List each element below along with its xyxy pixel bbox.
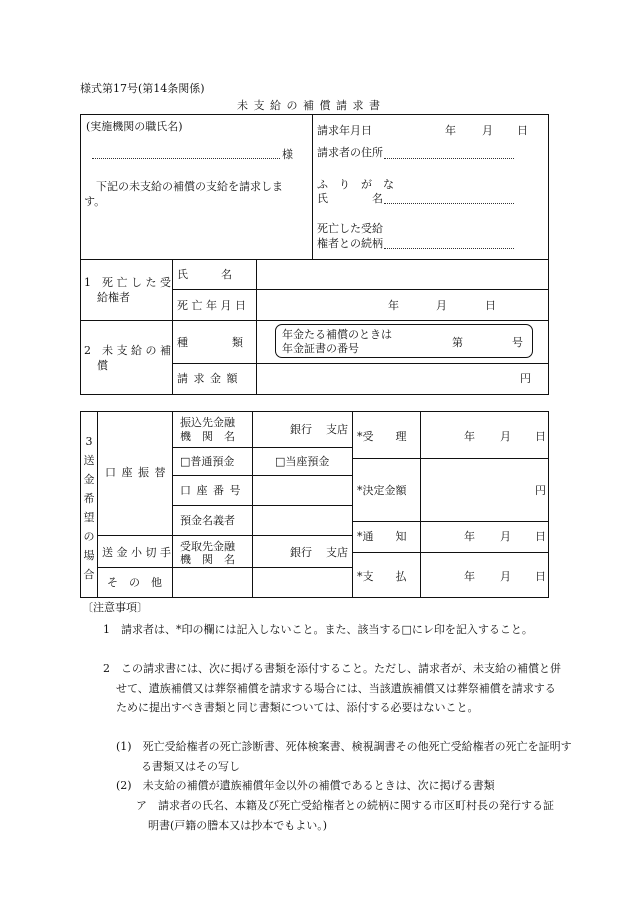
claim-month: 月 [482,124,493,137]
request-text-cont: す。 [84,195,106,208]
note-item-1: 1 請求者は、*印の欄には記入しないこと。また、該当する□にレ印を記入すること。 [103,623,533,636]
notice-year: 年 [464,530,475,543]
notice-label: *通 知 [357,530,407,543]
agency-label: (実施機関の職氏名) [86,120,183,133]
notes-heading: 〔注意事項〕 [82,601,148,614]
section1-label: 1 死 亡 し た 受 [84,276,171,289]
other-label: そ の 他 [107,576,162,589]
form-number: 様式第17号(第14条関係) [80,82,205,95]
claimant-address-label: 請求者の住所 [317,146,383,159]
note-item-2-2-a: ア 請求者の氏名、本籍及び死亡受給権者との続柄に関する市区町村長の発行する証明書(戸籍の謄本又は抄本でもよい。) [136,799,554,832]
current-deposit-checkbox[interactable]: □当座預金 [275,455,330,468]
deceased-name-label: 氏 名 [177,268,232,281]
receipt-month: 月 [500,430,511,443]
check-label: 送 金 小 切 手 [102,546,171,559]
amount-label: 請 求 金 額 [177,372,239,385]
receive-bank-label: 受取先金融 [180,540,235,553]
agency-name-field[interactable] [92,158,280,159]
section3-label: 3 送 金 希 望 の 場 合 [83,435,95,581]
death-year: 年 [388,299,399,312]
receive-branch-suffix: 支店 [326,546,348,559]
notice-day: 日 [535,530,546,543]
receipt-year: 年 [464,430,475,443]
section2-label-cont: 償 [97,359,108,372]
ordinary-deposit-checkbox[interactable]: □普通預金 [180,455,235,468]
relation-label: 死亡した受給 [317,222,383,235]
receive-bank-label-cont: 機 関 名 [180,553,235,566]
claim-date-label: 請求年月日 [317,124,372,137]
pension-note: 年金たる補償のときは [282,328,392,341]
bank-label: 振込先金融 [180,416,235,429]
transfer-label: 口 座 振 替 [105,466,167,479]
relation-label-cont: 権者との続柄 [317,237,383,250]
request-text: 下記の未支給の補償の支給を請求しま [96,180,283,193]
relation-field[interactable] [384,248,514,249]
claim-year: 年 [445,124,456,137]
death-month: 月 [436,299,447,312]
decision-yen: 円 [535,484,546,497]
notice-month: 月 [500,530,511,543]
claim-day: 日 [517,124,528,137]
pension-dai: 第 [452,336,463,349]
note-item-2-1: (1) 死亡受給権者の死亡診断書、死体検案書、検視調書その他死亡受給権者の死亡を証明する書類又はその写し [116,740,572,773]
type-label: 種 類 [177,336,243,349]
honorific: 様 [282,148,293,161]
note-item-2: 2 この請求書には、次に掲げる書類を添付すること。ただし、請求者が、未支給の補償と併せて、遺族補償又は葬祭補償を請求する場合には、当該遺族補償又は葬祭補償を請求するために提出すべき書類と同じ書類については、添付する必要はないこと。 [103,662,561,714]
receipt-label: *受 理 [357,430,407,443]
section1-label-cont: 給権者 [97,291,130,304]
claimant-address-field[interactable] [384,158,514,159]
furigana-label: ふ り が な [317,178,394,191]
branch-suffix: 支店 [326,423,348,436]
pension-note-cont: 年金証書の番号 [282,342,359,355]
bank-label-cont: 機 関 名 [180,430,235,443]
claimant-name-field[interactable] [384,203,514,204]
payment-label: *支 払 [357,570,407,583]
payment-month: 月 [500,570,511,583]
bank-suffix: 銀行 [290,423,312,436]
amount-yen: 円 [520,372,531,385]
death-date-label: 死 亡 年 月 日 [177,299,246,312]
claimant-name-label: 氏 名 [317,192,383,205]
note-item-2-2: (2) 未支給の補償が遺族補償年金以外の補償であるときは、次に掲げる書類 [116,779,495,792]
receipt-day: 日 [535,430,546,443]
payment-year: 年 [464,570,475,583]
pension-go: 号 [512,336,523,349]
payment-day: 日 [535,570,546,583]
page-title: 未 支 給 の 補 償 請 求 書 [237,99,381,112]
receive-bank-suffix: 銀行 [290,546,312,559]
decision-label: *決定金額 [357,484,407,497]
death-day: 日 [485,299,496,312]
account-number-label: 口 座 番 号 [180,484,242,497]
account-holder-label: 預金名義者 [180,514,235,527]
section2-label: 2 未 支 給 の 補 [84,344,171,357]
